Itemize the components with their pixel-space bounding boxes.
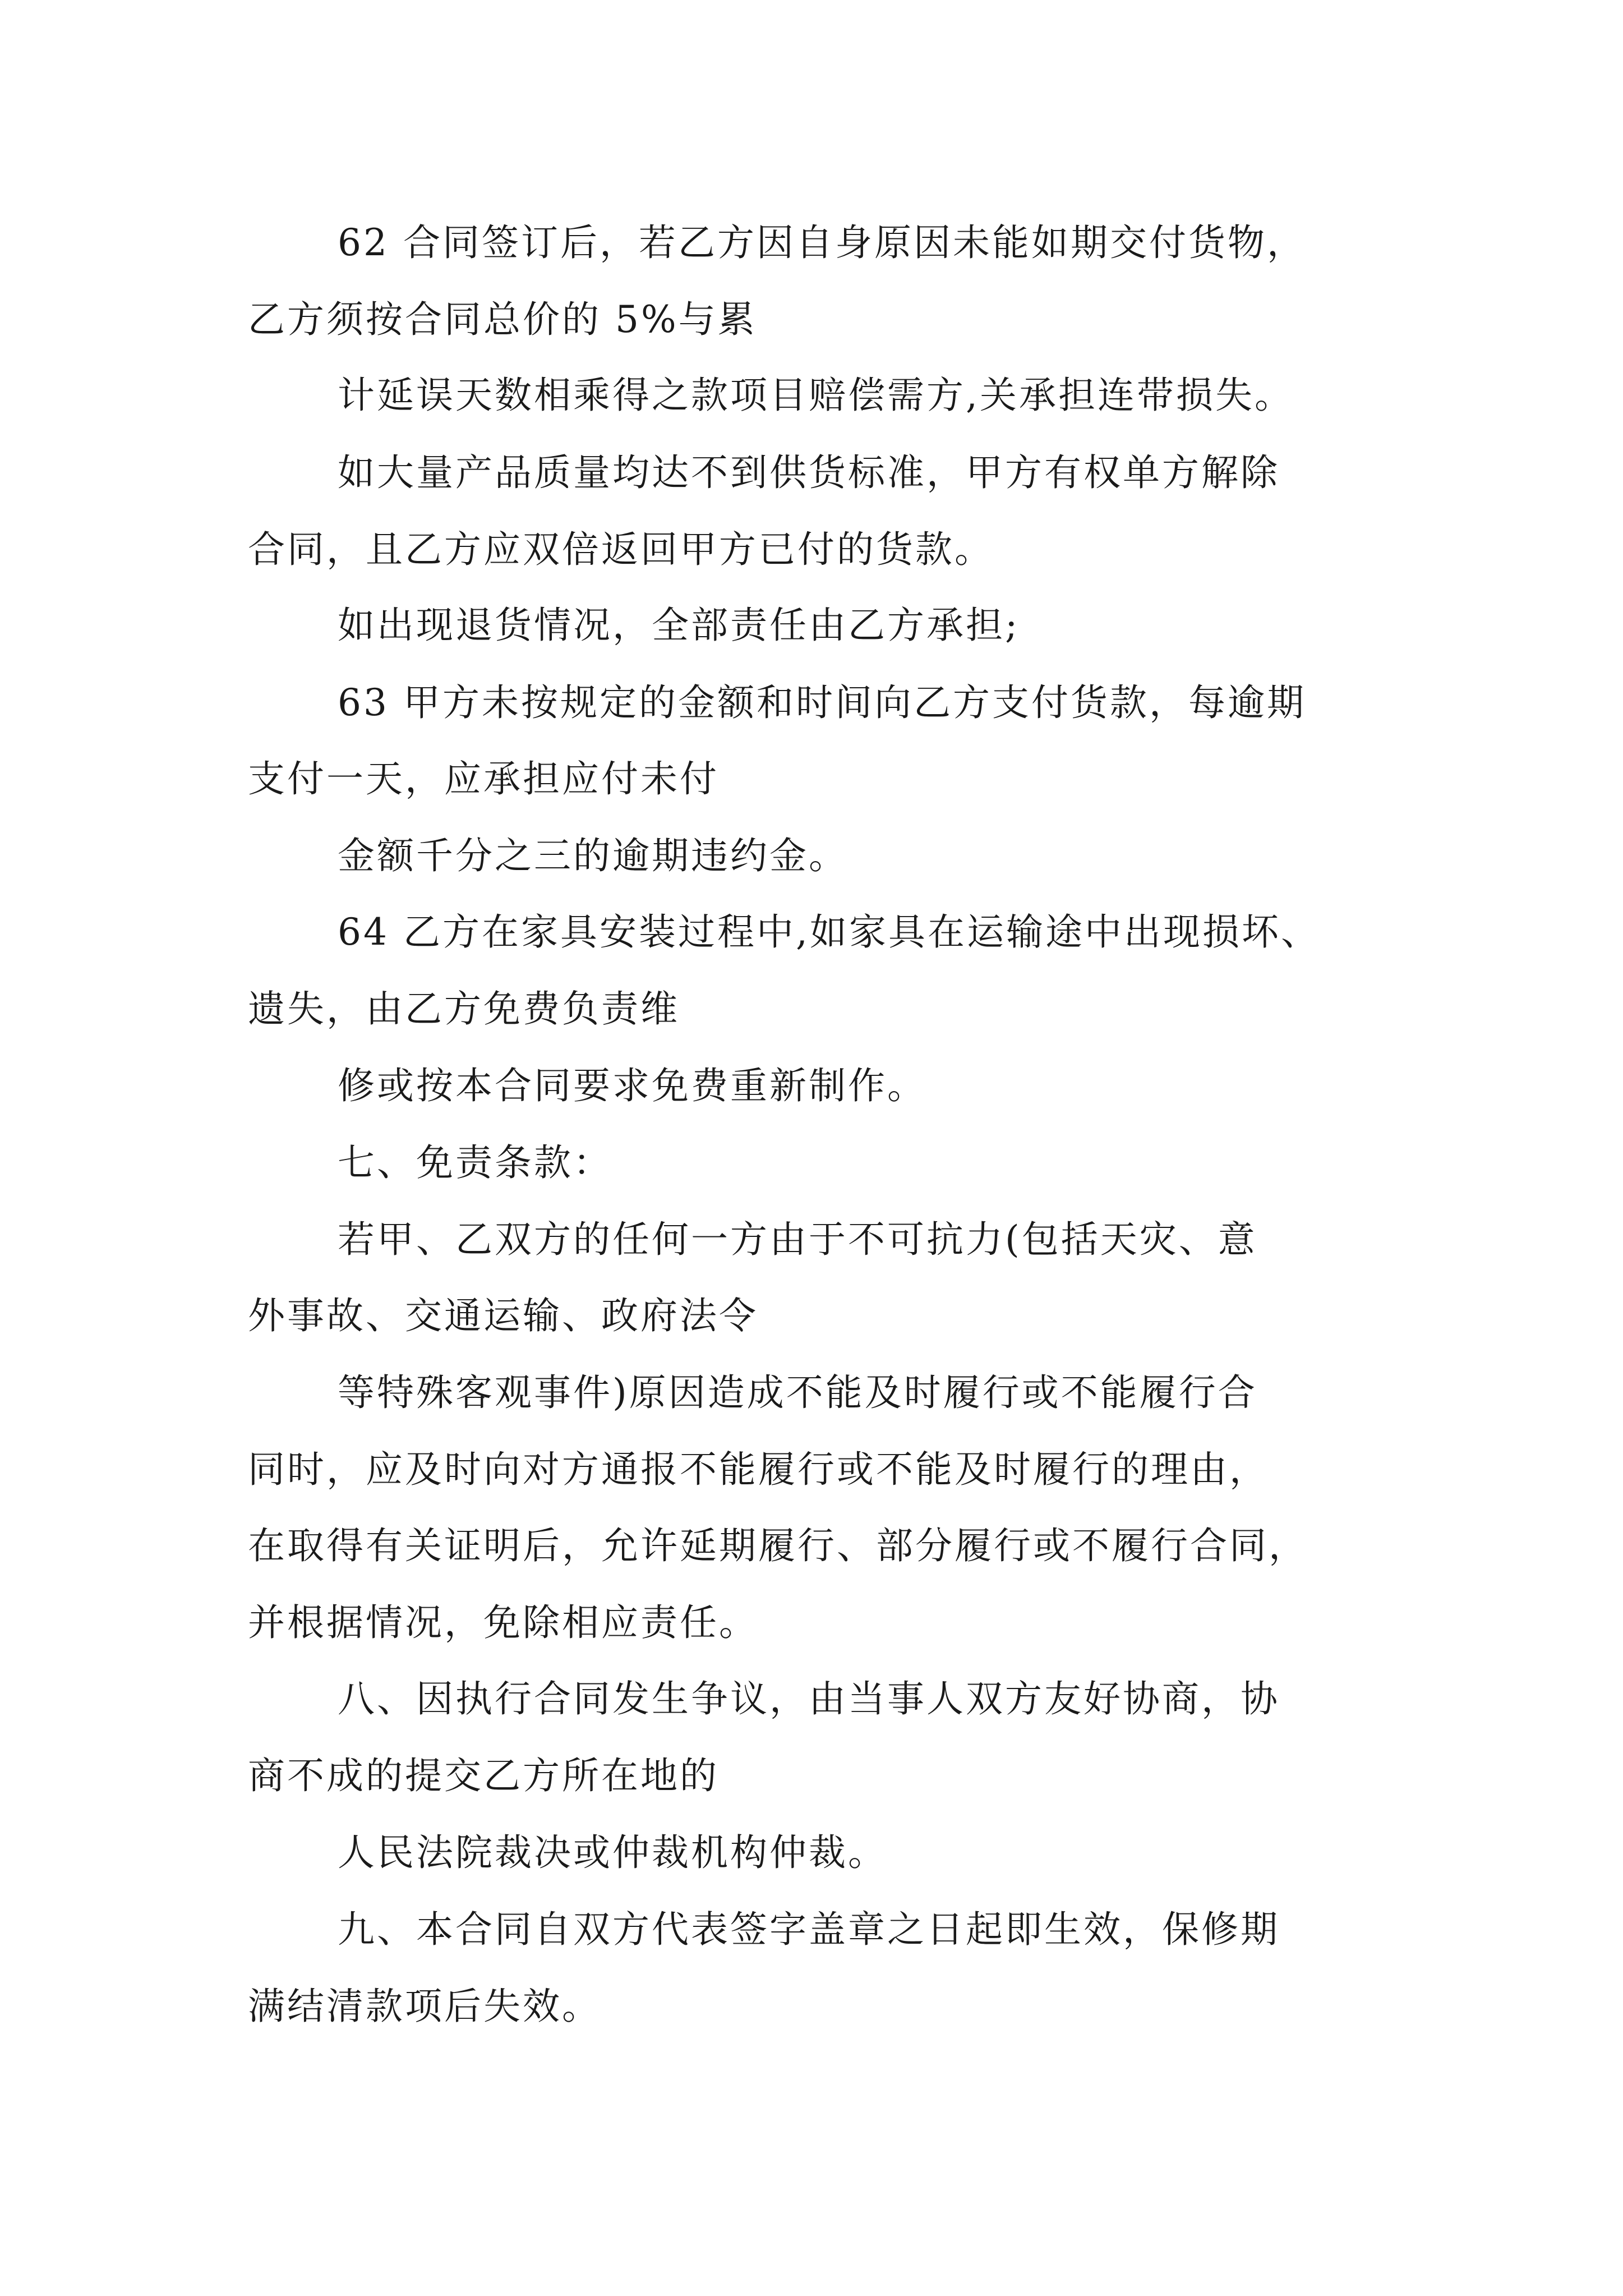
text-line: 修或按本合同要求免费重新制作。 — [338, 1064, 926, 1107]
text-line: 满结清款项后失效。 — [248, 1985, 601, 2028]
text-line: 商不成的提交乙方所在地的 — [248, 1754, 719, 1797]
text-line: 七、免责条款： — [338, 1141, 612, 1184]
text-line: 合同，且乙方应双倍返回甲方已付的货款。 — [248, 528, 994, 571]
text-line: 人民法院裁决或仲裁机构仲裁。 — [338, 1831, 887, 1874]
text-line: 等特殊客观事件)原因造成不能及时履行或不能履行合 — [338, 1371, 1257, 1414]
text-line: 计延误天数相乘得之款项目赔偿需方,关承担连带损失。 — [338, 374, 1294, 417]
text-line: 乙方须按合同总价的 5%与累 — [248, 298, 757, 341]
text-line: 在取得有关证明后，允许延期履行、部分履行或不履行合同， — [248, 1524, 1308, 1567]
text-line: 63 甲方未按规定的金额和时间向乙方支付货款，每逾期 — [338, 681, 1306, 724]
text-line: 支付一天，应承担应付未付 — [248, 757, 719, 800]
text-line: 八、因执行合同发生争议，由当事人双方友好协商，协 — [338, 1677, 1280, 1720]
text-line: 并根据情况，免除相应责任。 — [248, 1601, 758, 1644]
text-line: 九、本合同自双方代表签字盖章之日起即生效，保修期 — [338, 1908, 1280, 1951]
text-line: 遗失，由乙方免费负责维 — [248, 987, 680, 1030]
text-line: 如出现退货情况，全部责任由乙方承担; — [338, 604, 1020, 647]
text-line: 62 合同签订后，若乙方因自身原因未能如期交付货物， — [338, 221, 1306, 264]
text-line: 64 乙方在家具安装过程中,如家具在运输途中出现损坏、 — [338, 910, 1320, 954]
text-line: 外事故、交通运输、政府法令 — [248, 1294, 758, 1337]
text-line: 若甲、乙双方的任何一方由于不可抗力(包括天灾、意 — [338, 1218, 1257, 1261]
text-line: 同时，应及时向对方通报不能履行或不能及时履行的理由， — [248, 1448, 1269, 1491]
text-line: 如大量产品质量均达不到供货标准，甲方有权单方解除 — [338, 451, 1280, 494]
text-line: 金额千分之三的逾期违约金。 — [338, 834, 848, 877]
